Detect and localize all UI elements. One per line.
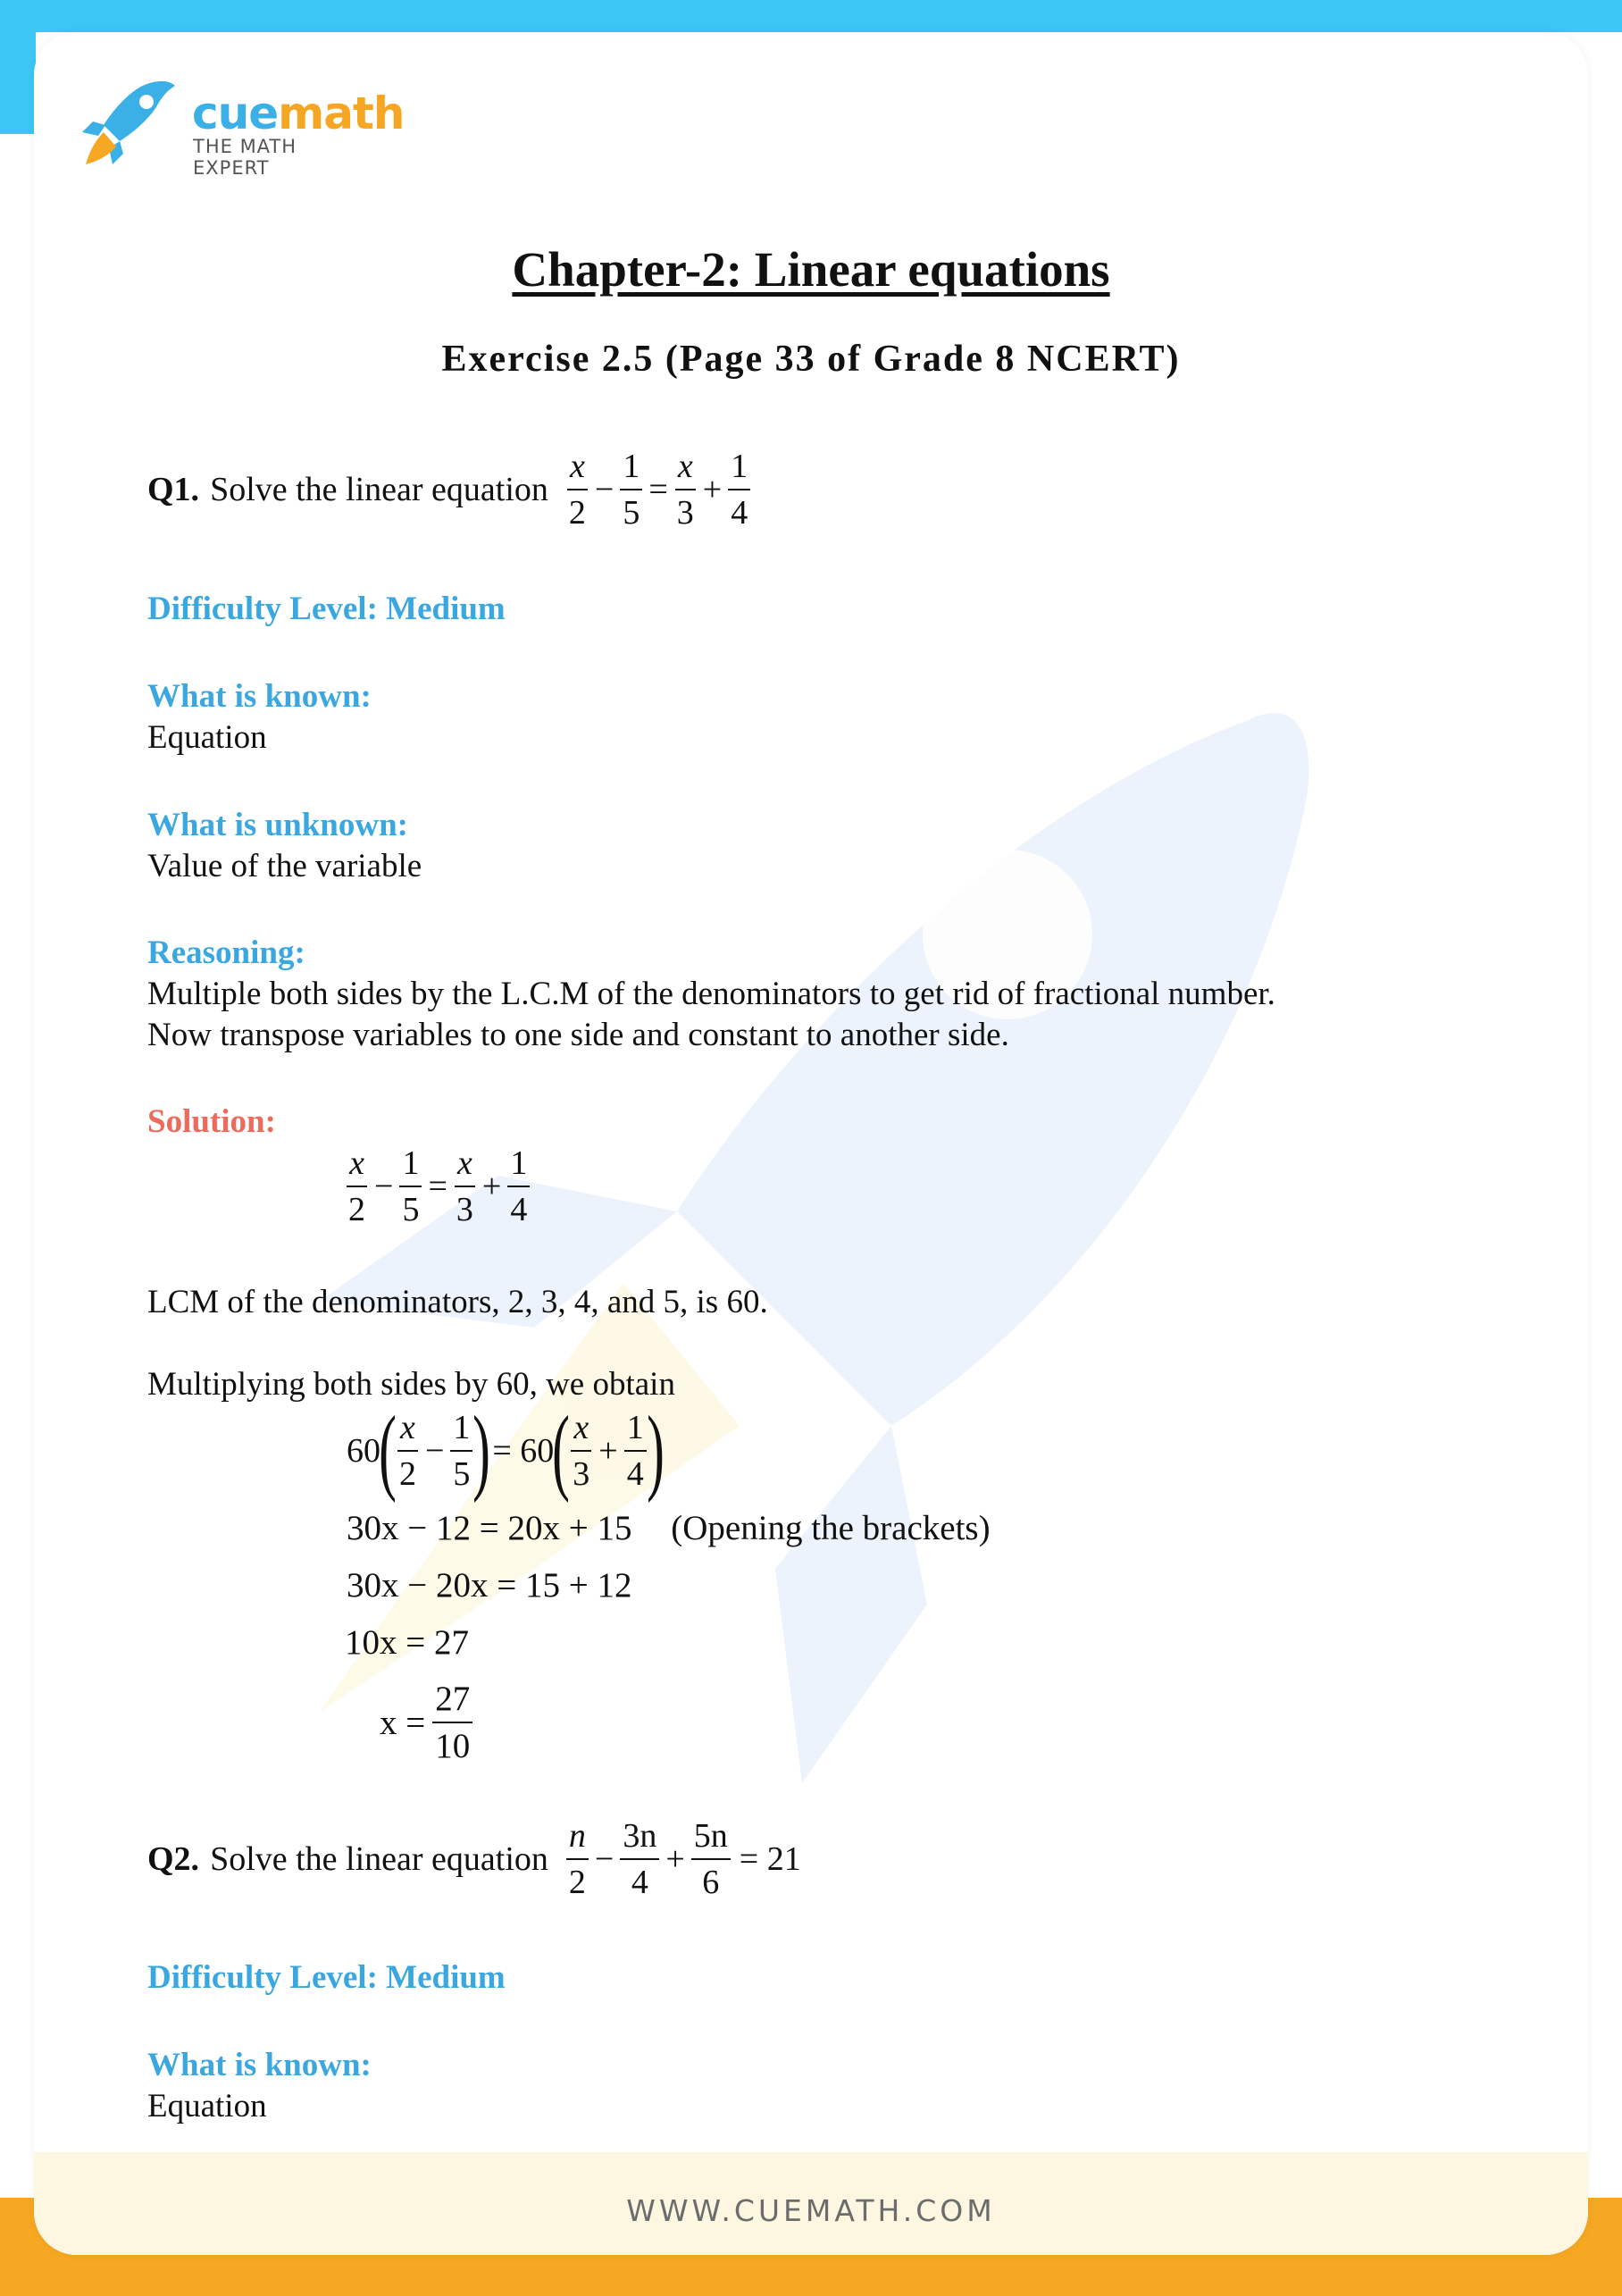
footer-url[interactable]: WWW.CUEMATH.COM (626, 2193, 996, 2228)
equals-60: = 60 (492, 1432, 555, 1470)
q1-step-5 (380, 1681, 474, 1764)
q1-frac-1: $\frac{x}{2}$ (568, 448, 586, 532)
q2-question (147, 1819, 801, 1899)
step2-note: (Opening the brackets) (671, 1509, 991, 1547)
right-paren: ) (646, 1397, 665, 1504)
q1-unknown-label: What is unknown: (147, 807, 409, 843)
q1-reasoning-label: Reasoning: (147, 934, 305, 971)
step2-equation: 30x − 12 = 20x + 15 (347, 1509, 632, 1547)
q1-frac-2: $\frac{1}{5}$ (620, 449, 642, 530)
top-accent-bar (0, 0, 1622, 32)
operator: + (481, 1168, 502, 1205)
q1-solution-equation (344, 1146, 531, 1227)
q1-step-1 (347, 1397, 665, 1504)
q1-multiply-line: Multiplying both sides by 60, we obtain (147, 1366, 675, 1403)
left-paren: ( (379, 1397, 397, 1504)
q1-unknown-value: Value of the variable (147, 848, 422, 884)
step1-frac-4: $\frac{1}{4}$ (624, 1411, 647, 1491)
q2-prompt: Solve the linear equation (210, 1840, 548, 1878)
q1-solution-label: Solution: (147, 1103, 276, 1140)
q1-step-4: 10x = 27 (345, 1623, 469, 1662)
operator: = (648, 471, 668, 508)
operator: + (598, 1432, 618, 1470)
step5-frac: $\frac{27}{10}$ (432, 1681, 472, 1764)
q1-known-label: What is known: (147, 678, 372, 715)
q1-reasoning-line-1: Multiple both sides by the L.C.M of the denominators to get rid of fractional number. (147, 976, 1275, 1012)
q1-difficulty: Difficulty Level: Medium (147, 591, 506, 627)
q1-question (147, 449, 752, 530)
step1-frac-1: $\frac{x}{2}$ (398, 1409, 416, 1493)
coefficient: 60 (347, 1432, 380, 1470)
operator: − (594, 1840, 615, 1878)
q1-frac-3: $\frac{x}{3}$ (676, 448, 694, 532)
q2-frac-1: $\frac{n}{2}$ (566, 1819, 589, 1899)
page-subtitle: Exercise 2.5 (Page 33 of Grade 8 NCERT) (441, 339, 1181, 380)
q1-lcm-line: LCM of the denominators, 2, 3, 4, and 5, is 60. (147, 1284, 768, 1320)
right-paren: ) (472, 1397, 491, 1504)
operator: − (594, 471, 615, 508)
q1-reasoning-line-2: Now transpose variables to one side and constant to another side. (147, 1017, 1009, 1053)
step5-lhs: x = (380, 1703, 426, 1742)
sol-frac-2: $\frac{1}{5}$ (399, 1146, 422, 1227)
logo-tagline: THE MATH EXPERT (193, 136, 297, 179)
left-paren: ( (552, 1397, 571, 1504)
left-accent-bar (0, 0, 36, 134)
q2-difficulty: Difficulty Level: Medium (147, 1959, 506, 1996)
operator: = (428, 1168, 447, 1205)
q2-rhs: = 21 (739, 1840, 801, 1878)
q2-frac-2: $\frac{3n}{4}$ (620, 1819, 659, 1899)
q1-step-2 (347, 1508, 991, 1548)
step1-frac-2: $\frac{1}{5}$ (450, 1411, 472, 1491)
q1-known-value: Equation (147, 719, 267, 756)
page-title: Chapter-2: Linear equations (512, 242, 1110, 297)
sol-frac-3: $\frac{x}{3}$ (456, 1144, 473, 1228)
operator: − (424, 1432, 445, 1470)
footer-band (34, 2152, 1588, 2255)
sol-frac-4: $\frac{1}{4}$ (507, 1146, 530, 1227)
q1-number: Q1. (147, 471, 200, 508)
sol-frac-1: $\frac{x}{2}$ (348, 1144, 365, 1228)
q2-known-label: What is known: (147, 2047, 372, 2083)
operator: + (702, 471, 723, 508)
operator: + (665, 1840, 685, 1878)
rocket-logo-icon (54, 43, 188, 168)
q1-step-3: 30x − 20x = 15 + 12 (347, 1566, 632, 1605)
q1-frac-4: $\frac{1}{4}$ (728, 449, 750, 530)
q2-frac-3: $\frac{5n}{6}$ (691, 1819, 731, 1899)
cuemath-logo[interactable] (54, 43, 405, 179)
q2-number: Q2. (147, 1840, 200, 1878)
logo-wordmark: cuemath (192, 88, 405, 139)
q1-prompt: Solve the linear equation (210, 471, 548, 508)
step1-frac-3: $\frac{x}{3}$ (573, 1409, 590, 1493)
operator: − (374, 1168, 394, 1205)
q2-known-value: Equation (147, 2088, 267, 2124)
